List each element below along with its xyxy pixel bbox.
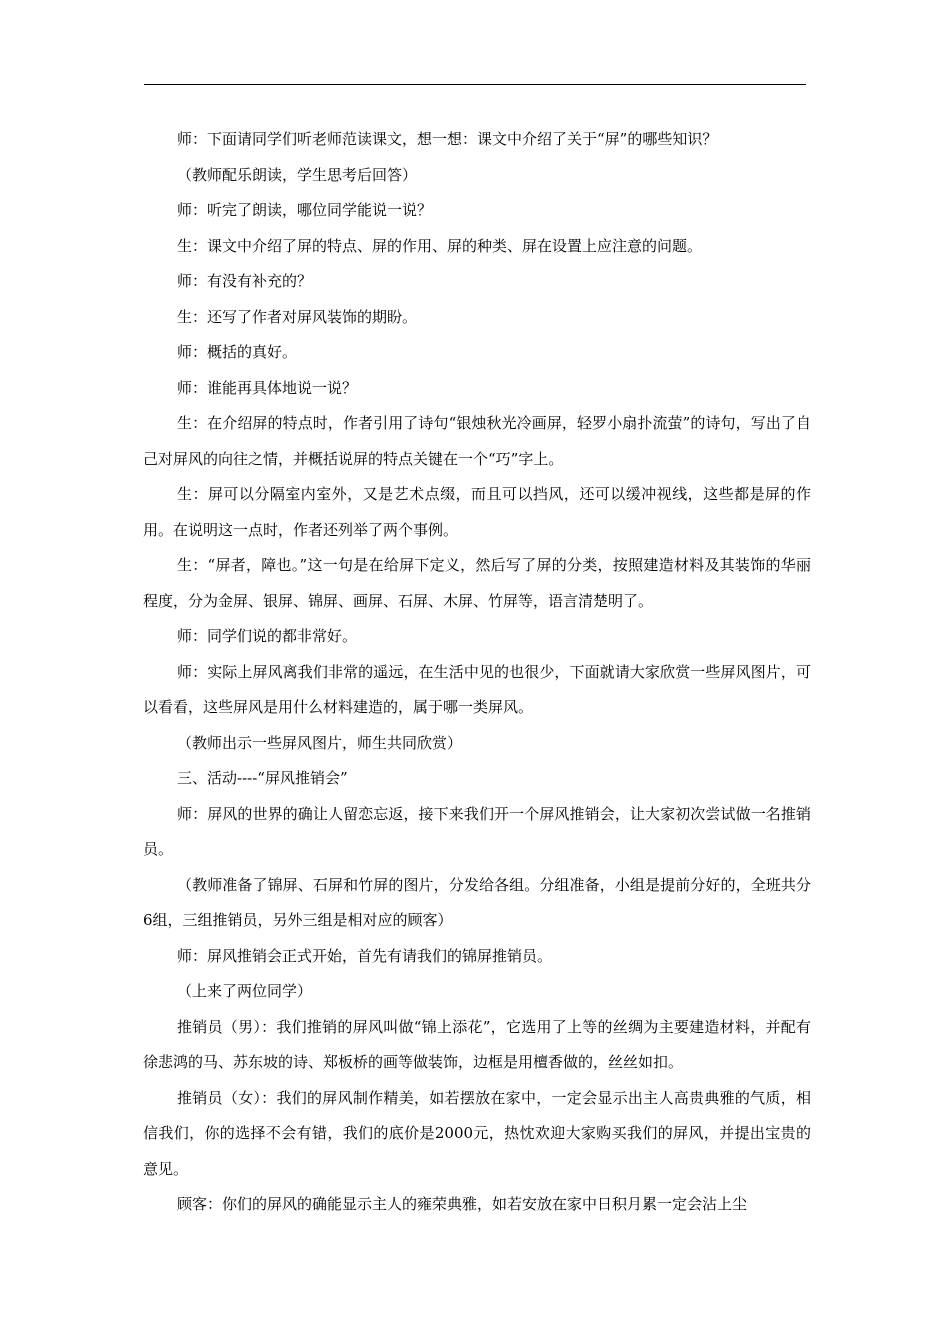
paragraph: 师：屏风推销会正式开始，首先有请我们的锦屏推销员。	[177, 946, 553, 965]
paragraph: 师：同学们说的都非常好。	[177, 627, 358, 645]
paragraph: （教师准备了锦屏、石屏和竹屏的图片，分发给各组。分组准备，小组是提前分好的，全班共分6组，三组推销员，另外三组是相对应的顾客）	[143, 875, 811, 929]
paragraph: 生：还写了作者对屏风装饰的期盼。	[177, 307, 418, 326]
paragraph: 生：在介绍屏的特点时，作者引用了诗句“银烛秋光冷画屏，轻罗小扇扑流萤”的诗句，写出了自己对屏风的向往之情，并概括说屏的特点关键在一个“巧”字上。	[143, 414, 811, 468]
document-body	[143, 122, 811, 1223]
paragraph: 生：课文中介绍了屏的特点、屏的作用、屏的种类、屏在设置上应注意的问题。	[177, 236, 703, 255]
header-rule	[144, 84, 806, 85]
paragraph: 生：“屏者，障也。”这一句是在给屏下定义，然后写了屏的分类，按照建造材料及其装饰的华丽程度，分为金屏、银屏、锦屏、画屏、石屏、木屏、竹屏等，语言清楚明了。	[143, 556, 811, 610]
section-heading: 三、活动----“屏风推销会”	[177, 769, 348, 787]
paragraph: （教师配乐朗读，学生思考后回答）	[177, 165, 418, 184]
paragraph: 推销员（女）：我们的屏风制作精美，如若摆放在家中，一定会显示出主人高贵典雅的气质，相信我们，你的选择不会有错，我们的底价是2000元，热忱欢迎大家购买我们的屏风，并提出宝贵的意见。	[143, 1088, 811, 1178]
paragraph: 生：屏可以分隔室内室外，又是艺术点缀，而且可以挡风，还可以缓冲视线，这些都是屏的作用。在说明这一点时，作者还列举了两个事例。	[143, 485, 811, 539]
paragraph: 师：实际上屏风离我们非常的遥远，在生活中见的也很少，下面就请大家欣赏一些屏风图片，可以看看，这些屏风是用什么材料建造的，属于哪一类屏风。	[143, 662, 811, 716]
paragraph: （教师出示一些屏风图片，师生共同欣赏）	[177, 733, 463, 752]
paragraph: （上来了两位同学）	[177, 982, 313, 1000]
paragraph: 师：有没有补充的？	[177, 272, 313, 290]
paragraph: 师：概括的真好。	[177, 343, 298, 361]
paragraph: 师：听完了朗读，哪位同学能说一说？	[177, 201, 433, 219]
paragraph: 师：谁能再具体地说一说？	[177, 378, 358, 397]
paragraph: 师：下面请同学们听老师范读课文，想一想：课文中介绍了关于“屏”的哪些知识？	[177, 130, 718, 148]
paragraph: 师：屏风的世界的确让人留恋忘返，接下来我们开一个屏风推销会，让大家初次尝试做一名推销员。	[143, 804, 811, 858]
paragraph: 推销员（男）：我们推销的屏风叫做“锦上添花”，它选用了上等的丝绸为主要建造材料，并配有徐悲鸿的马、苏东坡的诗、郑板桥的画等做装饰，边框是用檀香做的，丝丝如扣。	[143, 1017, 811, 1071]
paragraph: 顾客：你们的屏风的确能显示主人的雍荣典雅，如若安放在家中日积月累一定会沾上尘	[177, 1195, 748, 1213]
